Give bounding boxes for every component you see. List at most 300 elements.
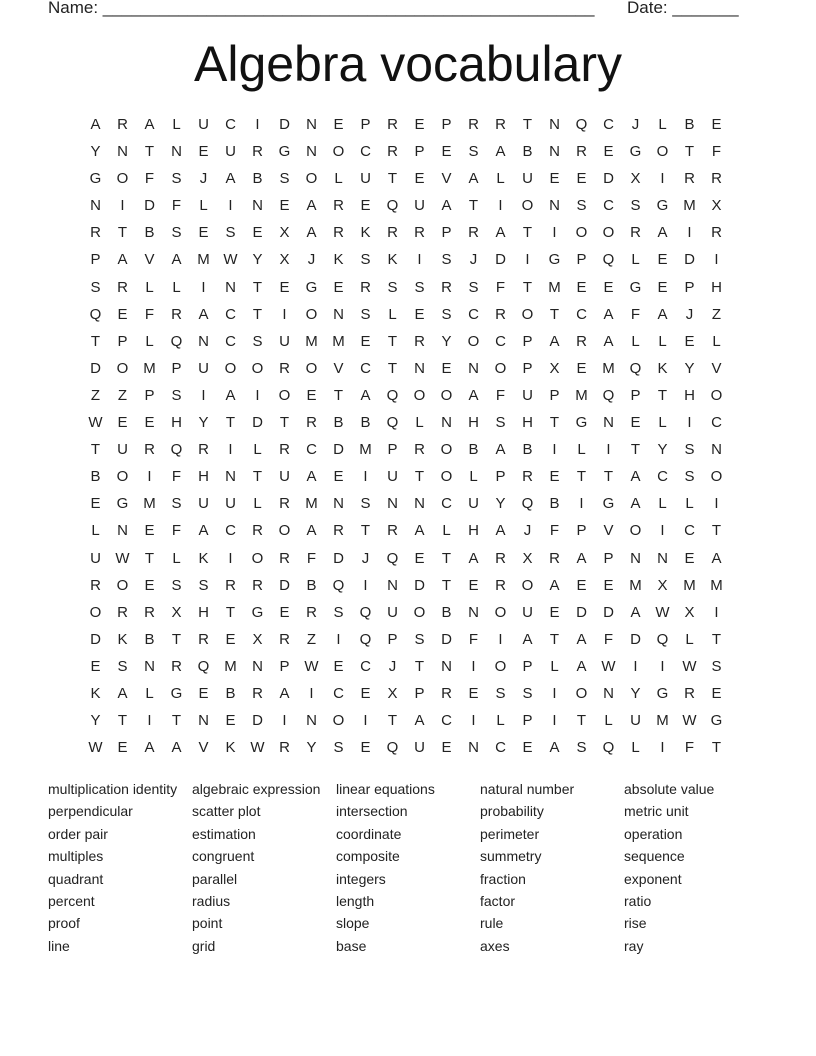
letter-cell: O [575,684,588,702]
letter-cell: L [685,630,694,648]
letter-cell: E [279,603,290,621]
letter-cell: E [576,278,587,296]
letter-cell: R [279,630,290,648]
letter-cell: O [116,576,129,594]
letter-cell: U [414,197,425,215]
letter-cell: R [495,576,506,594]
letter-cell: D [603,170,614,188]
letter-cell: A [171,739,182,757]
letter-cell: S [522,684,533,702]
letter-cell: I [417,251,422,269]
letter-cell: X [657,576,668,594]
letter-cell: R [684,684,695,702]
word-list-item: scatter plot [192,803,261,820]
letter-cell: E [252,224,263,242]
letter-cell: Z [306,630,317,648]
letter-cell: V [441,170,452,188]
word-list [48,778,768,957]
letter-cell: A [630,495,641,513]
letter-cell: S [441,305,452,323]
letter-cell: N [441,414,452,432]
letter-cell: G [170,684,183,702]
letter-cell: C [360,657,371,675]
letter-cell: E [684,549,695,567]
letter-cell: T [576,468,587,486]
letter-cell: S [414,278,425,296]
letter-cell: Y [90,143,101,161]
letter-cell: S [495,414,506,432]
letter-cell: L [199,197,208,215]
letter-cell: S [630,197,641,215]
letter-cell: R [495,549,506,567]
letter-cell: M [143,359,156,377]
letter-cell: I [471,712,476,730]
letter-cell: M [575,386,588,404]
letter-cell: O [413,386,426,404]
letter-cell: A [225,386,236,404]
letter-cell: L [172,278,181,296]
letter-cell: O [413,603,426,621]
letter-cell: L [469,468,478,486]
letter-cell: Y [198,414,209,432]
letter-cell: E [279,278,290,296]
letter-cell: N [225,278,236,296]
letter-cell: S [333,603,344,621]
letter-cell: X [684,603,695,621]
letter-cell: I [498,197,503,215]
letter-cell: L [145,332,154,350]
letter-cell: M [683,576,696,594]
letter-cell: N [306,712,317,730]
letter-cell: L [172,549,181,567]
letter-cell: O [251,359,264,377]
letter-cell: L [577,441,586,459]
letter-cell: R [387,224,398,242]
letter-cell: A [306,197,317,215]
letter-cell: N [252,197,263,215]
letter-cell: S [360,251,371,269]
letter-cell: N [333,495,344,513]
letter-cell: O [521,197,534,215]
letter-cell: I [687,414,692,432]
letter-cell: W [115,549,130,567]
letter-cell: A [576,657,587,675]
letter-cell: Q [602,386,615,404]
letter-cell: O [521,576,534,594]
letter-cell: L [631,332,640,350]
word-list-item: perpendicular [48,803,133,820]
letter-cell: S [198,576,209,594]
letter-cell: X [279,224,290,242]
letter-cell: N [225,468,236,486]
letter-cell: A [441,197,452,215]
letter-cell: Q [602,251,615,269]
letter-cell: O [89,603,102,621]
letter-cell: P [522,712,533,730]
letter-cell: C [576,305,587,323]
letter-cell: E [117,739,128,757]
letter-cell: T [387,170,398,188]
letter-cell: G [629,278,642,296]
word-list-item: line [48,937,70,954]
letter-cell: A [630,603,641,621]
letter-cell: T [90,332,101,350]
letter-cell: S [360,495,371,513]
letter-cell: O [305,170,318,188]
letter-cell: W [655,603,670,621]
letter-cell: U [414,739,425,757]
letter-cell: R [198,441,209,459]
letter-cell: P [171,359,182,377]
letter-cell: F [630,305,641,323]
letter-cell: N [468,359,479,377]
word-list-item: length [336,892,375,909]
letter-cell: Z [117,386,128,404]
letter-cell: E [333,116,344,133]
letter-cell: U [198,116,209,133]
letter-cell: A [279,684,290,702]
letter-cell: B [684,116,695,133]
letter-cell: F [144,170,155,188]
letter-cell: Z [90,386,101,404]
letter-cell: S [684,468,695,486]
letter-cell: C [603,116,614,133]
letter-cell: E [441,739,452,757]
letter-cell: P [630,386,641,404]
letter-cell: J [388,657,397,675]
letter-cell: E [630,414,641,432]
name-field-label: Name: ____________________________________________________ [48,0,595,17]
letter-cell: R [252,522,263,540]
letter-cell: U [360,170,371,188]
letter-cell: Q [89,305,102,323]
letter-cell: T [387,712,398,730]
letter-cell: E [603,278,614,296]
letter-cell: P [549,386,560,404]
letter-cell: I [687,224,692,242]
letter-cell: F [603,630,614,648]
letter-cell: U [522,603,533,621]
letter-cell: Y [90,712,101,730]
word-list-item: base [336,937,367,954]
letter-cell: X [549,359,560,377]
letter-cell: R [360,278,371,296]
letter-cell: F [711,143,722,161]
letter-cell: W [682,712,697,730]
letter-cell: P [414,143,425,161]
letter-cell: Y [657,441,668,459]
letter-cell: J [523,522,532,540]
letter-cell: Q [602,739,615,757]
word-list-item: fraction [480,870,526,887]
letter-cell: D [441,630,452,648]
letter-cell: S [279,170,290,188]
letter-cell: W [304,657,319,675]
letter-cell: I [660,522,665,540]
letter-cell: R [576,332,587,350]
letter-cell: E [468,684,479,702]
letter-cell: D [252,414,263,432]
letter-cell: I [660,739,665,757]
letter-cell: L [334,170,343,188]
letter-cell: G [602,495,615,513]
letter-cell: S [171,576,182,594]
letter-cell: E [711,684,722,702]
letter-cell: T [522,224,533,242]
letter-cell: I [147,468,152,486]
letter-cell: G [278,143,291,161]
letter-cell: O [521,305,534,323]
letter-cell: N [549,116,560,133]
letter-cell: R [144,603,155,621]
letter-cell: E [225,712,236,730]
letter-cell: K [117,630,128,648]
letter-cell: I [363,712,368,730]
letter-cell: R [306,414,317,432]
letter-cell: A [144,739,155,757]
letter-cell: N [468,603,479,621]
letter-cell: U [468,495,479,513]
letter-cell: E [576,170,587,188]
letter-cell: N [603,684,614,702]
letter-cell: B [252,170,263,188]
letter-cell: L [415,414,424,432]
letter-cell: E [360,684,371,702]
letter-cell: A [306,224,317,242]
letter-cell: Q [332,576,345,594]
letter-cell: W [682,657,697,675]
letter-cell: S [225,224,236,242]
letter-cell: R [117,278,128,296]
letter-cell: F [549,522,560,540]
letter-cell: O [710,386,723,404]
letter-cell: R [495,116,506,133]
letter-cell: A [657,305,668,323]
word-list-item: ratio [624,892,652,909]
letter-cell: Q [575,116,588,133]
letter-cell: R [468,116,479,133]
letter-cell: R [252,576,263,594]
letter-cell: N [198,332,209,350]
letter-cell: T [279,414,290,432]
letter-cell: A [576,630,587,648]
letter-cell: M [305,332,318,350]
letter-cell: L [685,495,694,513]
letter-cell: E [279,197,290,215]
letter-cell: G [116,495,129,513]
letter-cell: A [603,332,614,350]
letter-cell: A [117,251,128,269]
letter-cell: F [495,278,506,296]
letter-cell: L [658,414,667,432]
letter-cell: I [120,197,125,215]
letter-cell: A [603,305,614,323]
letter-cell: E [657,251,668,269]
letter-cell: A [90,116,101,133]
letter-cell: B [468,441,479,459]
letter-cell: C [225,332,236,350]
letter-cell: S [90,278,101,296]
word-list-item: quadrant [48,870,104,887]
letter-cell: C [684,522,695,540]
letter-cell: I [552,224,557,242]
letter-cell: P [603,549,614,567]
letter-cell: Q [386,386,399,404]
letter-cell: V [603,522,614,540]
letter-cell: O [305,305,318,323]
letter-cell: R [711,224,722,242]
letter-cell: R [684,170,695,188]
letter-cell: A [495,224,506,242]
letter-cell: P [684,278,695,296]
letter-cell: L [631,251,640,269]
letter-cell: V [144,251,155,269]
letter-cell: N [414,359,425,377]
word-list-item: factor [480,892,516,909]
letter-cell: A [468,170,479,188]
letter-cell: C [225,116,236,133]
letter-cell: A [549,576,560,594]
letter-cell: D [279,576,290,594]
letter-cell: D [495,251,506,269]
letter-cell: T [387,359,398,377]
letter-cell: L [658,495,667,513]
letter-cell: R [279,441,290,459]
letter-cell: Q [170,441,183,459]
letter-cell: S [441,251,452,269]
letter-cell: R [414,441,425,459]
letter-cell: N [657,549,668,567]
letter-cell: R [279,359,290,377]
word-list-item: parallel [192,870,238,887]
letter-cell: I [552,441,557,459]
letter-cell: N [144,657,155,675]
letter-cell: K [657,359,668,377]
letter-cell: R [90,576,101,594]
letter-cell: G [251,603,264,621]
letter-cell: G [629,143,642,161]
letter-cell: S [414,630,425,648]
letter-cell: T [630,441,641,459]
word-list-item: operation [624,825,683,842]
letter-cell: R [90,224,101,242]
letter-cell: C [711,414,722,432]
letter-cell: N [117,143,128,161]
letter-cell: S [684,441,695,459]
letter-cell: J [685,305,694,323]
letter-cell: U [90,549,101,567]
letter-cell: P [90,251,101,269]
letter-cell: U [387,468,398,486]
letter-cell: R [522,468,533,486]
letter-cell: T [387,332,398,350]
letter-cell: N [549,197,560,215]
letter-cell: D [144,197,155,215]
letter-cell: N [333,305,344,323]
letter-cell: U [198,495,209,513]
letter-cell: S [495,684,506,702]
word-list-item: summetry [480,848,542,865]
letter-cell: X [522,549,533,567]
letter-cell: E [198,143,209,161]
letter-cell: U [117,441,128,459]
letter-cell: I [201,386,206,404]
letter-cell: N [306,116,317,133]
letter-cell: A [549,332,560,350]
letter-cell: Y [630,684,641,702]
letter-cell: R [225,576,236,594]
letter-cell: E [549,468,560,486]
letter-cell: E [306,386,317,404]
letter-cell: Y [684,359,695,377]
letter-cell: O [305,359,318,377]
letter-cell: C [495,332,506,350]
letter-cell: D [90,630,101,648]
letter-cell: M [305,495,318,513]
letter-cell: J [199,170,208,188]
page-title: Algebra vocabulary [193,36,623,92]
letter-cell: B [144,224,155,242]
letter-cell: T [711,739,722,757]
word-list-item: order pair [48,825,108,842]
letter-cell: Y [441,332,452,350]
letter-cell: U [522,386,533,404]
letter-cell: R [171,305,182,323]
letter-cell: O [116,468,129,486]
letter-cell: G [305,278,318,296]
letter-cell: D [90,359,101,377]
letter-cell: H [198,603,209,621]
letter-cell: A [306,522,317,540]
letter-cell: P [576,522,587,540]
letter-cell: U [279,468,290,486]
letter-cell: A [198,522,209,540]
letter-cell: T [468,197,479,215]
letter-cell: P [522,359,533,377]
letter-cell: E [90,657,101,675]
letter-cell: H [711,278,722,296]
letter-cell: A [630,468,641,486]
letter-cell: X [387,684,398,702]
letter-cell: M [629,576,642,594]
letter-cell: I [228,197,233,215]
letter-cell: W [601,657,616,675]
letter-cell: D [279,116,290,133]
word-list-item: radius [192,892,231,909]
letter-cell: I [147,712,152,730]
letter-cell: T [333,386,344,404]
letter-cell: C [225,522,236,540]
letter-cell: A [468,386,479,404]
letter-cell: E [90,495,101,513]
letter-cell: S [468,143,479,161]
letter-cell: Q [629,359,642,377]
letter-cell: B [360,414,371,432]
letter-cell: R [387,522,398,540]
letter-cell: B [441,603,452,621]
letter-cell: A [306,468,317,486]
letter-cell: R [279,495,290,513]
letter-cell: L [145,684,154,702]
letter-cell: I [579,495,584,513]
letter-cell: K [333,251,344,269]
letter-cell: I [714,495,719,513]
letter-cell: X [711,197,722,215]
letter-cell: I [201,278,206,296]
letter-cell: E [360,739,371,757]
letter-cell: E [198,684,209,702]
letter-cell: Y [495,495,506,513]
